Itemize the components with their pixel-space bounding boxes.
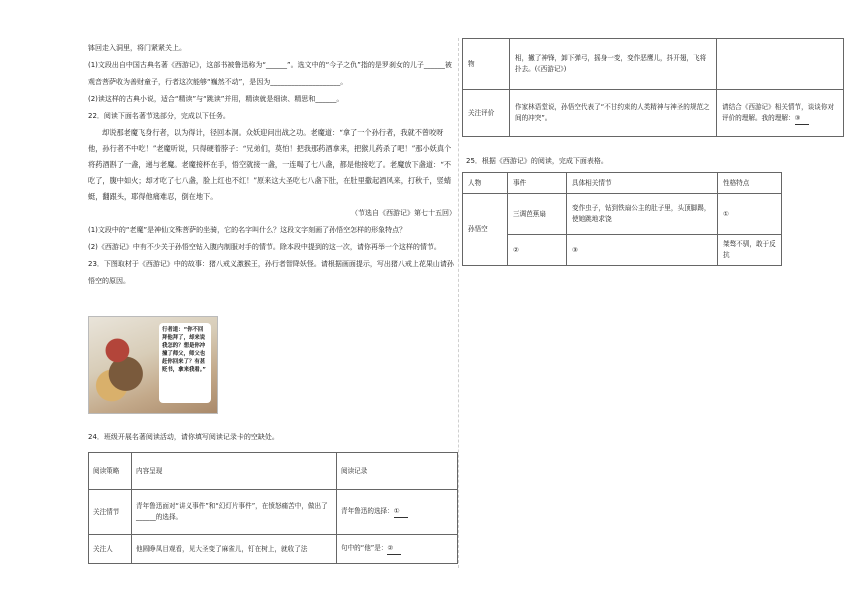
cell-content: 青年鲁迅面对“讲义事件”和“幻灯片事件”，在愤怒痛苦中，做出了______的选择。: [132, 490, 337, 535]
character-table: [462, 172, 782, 266]
table-header-row: [89, 453, 458, 490]
illustration-figure: [88, 316, 218, 414]
cell-record: [717, 39, 844, 90]
excerpt-source: （节选自《西游记》第七十五回）: [351, 209, 456, 217]
question-22-2: (2)《西游记》中有不少关于孙悟空钻入腹内制服对手的情节。除本段中提到的这一次，请你再举一个这样的情节。: [88, 243, 441, 251]
reading-card-table-continued: [462, 38, 844, 137]
question-25: 25．根据《西游记》的阅读，完成下面表格。: [466, 157, 608, 165]
header-strategy: 阅读策略: [89, 453, 132, 490]
cell-person: 孙悟空: [463, 194, 508, 266]
column-divider: [458, 38, 460, 568]
cell-content: 相，撇了神锋，卸下弹弓，摇身一变，变作恶鹰儿，抖开翅，飞将扑去。(《西游记》): [510, 39, 717, 90]
cell-content: 他圆睁凤目观看，见大圣变了麻雀儿，钉在树上，就收了法: [132, 535, 337, 564]
table-row: [463, 90, 844, 137]
left-column: [88, 40, 456, 290]
cell-event: 三调芭蕉扇: [508, 194, 567, 235]
cell-record: [717, 90, 844, 137]
question-21-2: (2)读这样的古典小说，适合“精读”与“跳读”并用，精读就是细读、精思和______。: [88, 95, 344, 103]
table-row: [463, 194, 782, 235]
record-prompt: 请结合《西游记》相关情节，谈谈你对评价的理解。我的理解：: [722, 102, 835, 122]
novel-excerpt: 却说那老魔飞身行者，以为得计，径回本洞。众妖迎问出战之功。老魔道：“拿了一个孙行者，我就不曾咬呀他，孙行者不中吃！”老魔听说，只得硬着脖子：“兄弟们，莫怕！把我那药酒拿来，把猴儿药杀了吧！”那小妖真个将药酒斟了一盏，递与老魔。老魔接杯在手，悟空就接一盏，一连喝了七八盏，都是他接吃了。老魔放下盏道：“不吃了，腹中如火；却才吃了七八盏，脸上红也不红！”原来这大圣吃七八盏下肚，在肚里撒起酒风来，打秋千，竖蜻蜓，翻跟头，耶得他痛难忍，倒在地下。: [88, 128, 452, 201]
cell-strategy: 关注人: [89, 535, 132, 564]
para-intro: 钵回走入洞里，将门紧紧关上。: [88, 44, 186, 52]
table-row: [89, 535, 458, 564]
speech-bubble: 行者道：“你不回拜他拜了，却来说我怎的？想是你冲撞了师父，师父也赶你回来了？有甚贬书，拿来我看。”: [159, 323, 211, 403]
header-event: 事件: [508, 173, 567, 194]
cell-record: [337, 490, 458, 535]
question-24: 24．班级开展名著阅读活动，请你填写阅读记录卡的空缺处。: [88, 433, 279, 441]
cell-event-blank[interactable]: ②: [508, 235, 567, 266]
header-record: 阅读记录: [337, 453, 458, 490]
header-person: 人物: [463, 173, 508, 194]
cell-content: 作家林语堂说，孙悟空代表了“不甘约束的人类精神与神圣的规范之间的冲突”。: [510, 90, 717, 137]
record-prompt: 句中的“他”是：: [341, 544, 388, 552]
answer-blank-3[interactable]: ③: [795, 113, 809, 125]
table-header-row: [463, 173, 782, 194]
cell-plot: 变作虫子，钻到铁扇公主的肚子里，头顶脚踢，使她跳地求饶: [567, 194, 718, 235]
cell-strategy: 关注情节: [89, 490, 132, 535]
monkey-king-illustration: [95, 327, 151, 405]
header-plot: 具体相关情节: [567, 173, 718, 194]
reading-card-table: [88, 452, 458, 564]
table-row: [463, 235, 782, 266]
answer-blank-2[interactable]: ②: [387, 543, 401, 555]
cell-trait: 桀骜不驯，敢于反抗: [718, 235, 782, 266]
cell-plot-blank[interactable]: ③: [567, 235, 718, 266]
header-content: 内容呈现: [132, 453, 337, 490]
cell-strategy: 关注评价: [463, 90, 510, 137]
record-prompt: 青年鲁迅的选择：: [341, 507, 394, 515]
question-21-1: (1)文段出自中国古典名著《西游记》，这部书被鲁迅称为“______”。选文中的“今子之仇”指的是罗刹女的儿子______被观音菩萨收为善财童子，行者这次能够“巍然不动”，是因为____________________。: [88, 61, 452, 86]
answer-blank-1[interactable]: ①: [394, 506, 408, 518]
cell-strategy: 物: [463, 39, 510, 90]
table-row: [89, 490, 458, 535]
question-22: 22．阅读下面名著节选部分，完成以下任务。: [88, 112, 230, 120]
cell-trait-blank[interactable]: ①: [718, 194, 782, 235]
header-trait: 性格特点: [718, 173, 782, 194]
table-row: [463, 39, 844, 90]
question-22-1: (1)文段中的“老魔”是神仙文殊菩萨的坐骑，它的名字叫什么？这段文字刻画了孙悟空怎样的形象特点？: [88, 226, 407, 234]
cell-record: [337, 535, 458, 564]
question-23: 23．下图取材于《西游记》中的故事：猪八戒义激猴王，孙行者智降妖怪。请根据画面提示，写出猪八戒上花果山请孙悟空的原因。: [88, 260, 454, 285]
